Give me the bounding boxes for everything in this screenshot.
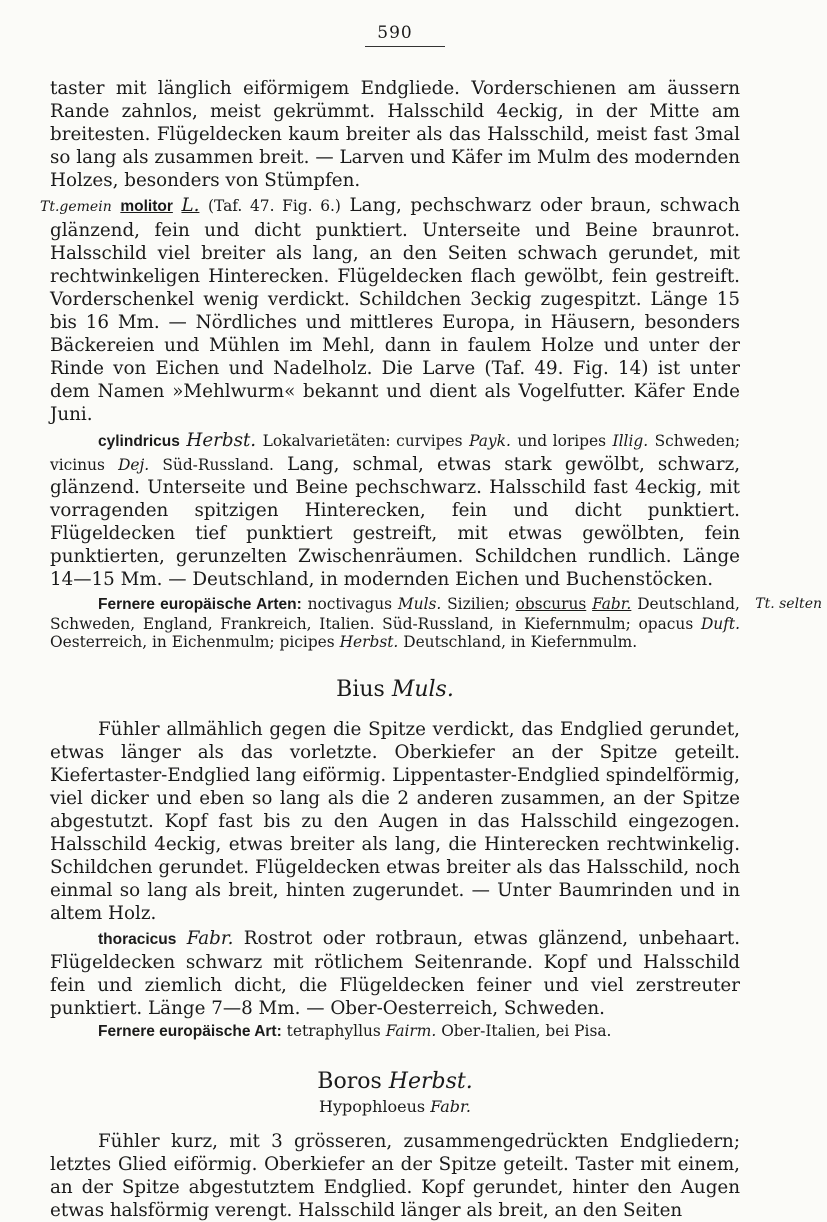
species-author: Herbst. bbox=[186, 430, 257, 451]
further-species-author: Fairm. bbox=[385, 1022, 437, 1041]
further-species-author: Muls. bbox=[397, 595, 442, 613]
further-species-label: Fernere europäische Art: bbox=[98, 1023, 282, 1041]
page bbox=[40, 22, 822, 1222]
plate-reference: (Taf. 47. Fig. 6.) bbox=[208, 197, 341, 215]
further-species-name: obscurus bbox=[515, 595, 587, 613]
genus-synonym bbox=[50, 1096, 740, 1118]
genus-author: Herbst. bbox=[388, 1068, 473, 1094]
further-species-bius bbox=[50, 1022, 740, 1042]
species-molitor bbox=[40, 194, 741, 426]
further-species-location: Sizilien; bbox=[447, 595, 510, 613]
genus-title: Bius bbox=[336, 677, 385, 703]
further-species-name: noctivagus bbox=[307, 595, 393, 613]
further-species bbox=[50, 595, 822, 652]
species-author: L. bbox=[181, 195, 200, 216]
page-number-rule bbox=[365, 46, 445, 47]
genus-title: Boros bbox=[317, 1068, 382, 1094]
further-species-author: Herbst. bbox=[339, 633, 399, 652]
species-text: Lang, pechschwarz oder braun, schwach glänzend, fein und dicht punktiert. Unterseite und Beine braunrot. Halsschild viel breiter als lang, an den Seiten schwach gerundet, mit rechtwinkeligen Hinterecken. Flügeldecken flach gewölbt, fein gestreift. Vorderschenkel wenig verdickt. Schildchen 3eckig zugespitzt. Länge 15 bis 16 Mm. — Nördliches und mittleres Europa, in Häusern, besonders Bäckereien und Mühlen im Mehl, dann in faulem Holze und unter der Rinde von Eichen und Nadelholz. Die Larve (Taf. 49. Fig. 14) ist unter dem Namen »Mehlwurm« bekannt und dient als Vogelfutter. Käfer Ende Juni. bbox=[50, 195, 741, 425]
genus-description-continued: taster mit länglich eiförmigem Endgliede. Vorderschienen am äussern Rande zahnlos, meist gekrümmt. Halsschild 4eckig, in der Mitte am breitesten. Flügeldecken kaum breiter als das Halsschild, meist fast 3mal so lang als zusammen breit. — Larven und Käfer im Mulm des modernden Holzes, besonders von Stümpfen. bbox=[50, 78, 740, 191]
handwritten-note-left: Tt.gemein bbox=[40, 199, 112, 215]
variety-author: Illig. bbox=[612, 432, 649, 450]
species-thoracicus bbox=[50, 927, 740, 1020]
further-species-location: Ober-Italien, bei Pisa. bbox=[441, 1022, 612, 1041]
further-species-location: Oesterreich, in Eichenmulm; picipes bbox=[50, 633, 335, 652]
variety-text: Lokalvarietäten: curvipes bbox=[262, 432, 463, 450]
synonym-name: Hypophloeus bbox=[318, 1096, 426, 1116]
page-number: 590 bbox=[377, 23, 413, 43]
synonym-author: Fabr. bbox=[430, 1096, 472, 1116]
variety-text: Süd-Russland. bbox=[162, 456, 274, 474]
variety-author: Payk. bbox=[469, 432, 511, 450]
species-name: molitor bbox=[120, 198, 173, 215]
variety-text: Schweden; vicinus bbox=[50, 432, 741, 474]
further-species-location: Deutschland, Schweden, England, Frankreich, Italien. Süd-Russland, in Kiefernmulm; opacus bbox=[50, 595, 740, 633]
further-species-author: Fabr. bbox=[592, 595, 632, 613]
genus-heading-boros bbox=[50, 1068, 740, 1096]
variety-text: und loripes bbox=[517, 432, 606, 450]
species-name: cylindricus bbox=[98, 433, 180, 450]
handwritten-note-right: Tt. selten bbox=[755, 596, 822, 612]
species-text: Lang, schmal, etwas stark gewölbt, schwarz, glänzend. Unterseite und Beine pechschwarz. Halsschild fast 4eckig, mit vorragenden spitzigen Hinterecken, fein und dicht punktiert. Flügeldecken tief punktiert gestreift, mit etwas gewölbten, fein punktierten, gerunzelten Zwischenräumen. Schildchen rundlich. Länge 14—15 Mm. — Deutschland, in modernden Eichen und Buchenstöcken. bbox=[50, 454, 741, 590]
species-cylindricus bbox=[50, 429, 740, 591]
further-species-author: Duft. bbox=[700, 614, 740, 633]
species-author: Fabr. bbox=[186, 928, 234, 950]
further-species-label: Fernere europäische Arten: bbox=[98, 596, 302, 613]
genus-description-bius: Fühler allmählich gegen die Spitze verdickt, das Endglied gerundet, etwas länger als das vorletzte. Oberkiefer an der Spitze geteilt. Kiefertaster-Endglied lang eiförmig. Lippentaster-Endglied spindelförmig, viel dicker und eben so lang als die 2 anderen zusammen, an der Spitze abgestutzt. Kopf fast bis zu den Augen in das Halsschild eingezogen. Halsschild 4eckig, etwas breiter als lang, die Hinterecken rechtwinkelig. Schildchen gerundet. Flügeldecken etwas breiter als das Halsschild, noch einmal so lang als breit, hinten zugerundet. — Unter Baumrinden und in altem Holz. bbox=[50, 719, 740, 925]
genus-description-boros: Fühler kurz, mit 3 grösseren, zusammengedrückten Endgliedern; letztes Glied eiförmig. Oberkiefer an der Spitze geteilt. Taster mit einem, an der Spitze abgestutztem Endglied. Kopf gerundet, hinter den Augen etwas halsförmig verengt. Halsschild länger als breit, an den Seiten bbox=[50, 1130, 740, 1221]
genus-author: Muls. bbox=[391, 677, 454, 703]
further-species-name: tetraphyllus bbox=[286, 1022, 381, 1041]
further-species-location: Deutschland, in Kiefernmulm. bbox=[403, 633, 638, 652]
variety-author: Dej. bbox=[118, 456, 150, 474]
species-text: Rostrot oder rotbraun, etwas glänzend, unbehaart. Flügeldecken schwarz mit rötlichem Seitenrande. Kopf und Halsschild fein und ziemlich dicht, die Flügeldecken feiner und viel zerstreuter punktiert. Länge 7—8 Mm. — Ober-Oesterreich, Schweden. bbox=[50, 928, 741, 1020]
species-name: thoracicus bbox=[98, 931, 177, 949]
genus-heading-bius bbox=[50, 676, 740, 704]
